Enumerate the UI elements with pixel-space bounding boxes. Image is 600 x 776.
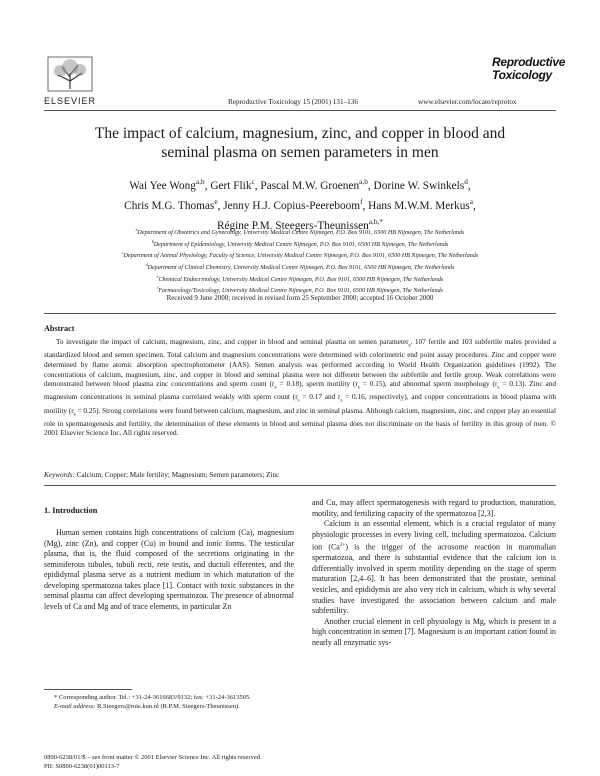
author-affiliation-mark: e [214, 196, 218, 206]
article-title [44, 124, 556, 162]
affiliation-line: $^c$Department of Animal Physiology, Faculty of Science, University Medical Centre Nijmegen, P.O. Box 9101, 6500 HB Nijmegen, The Netherlands [121, 250, 479, 260]
paragraph: Human semen contains high concentrations of calcium (Ca), magnesium (Mg), zinc (Zn), and copper (Cu) in bound and ionic forms. The testicular plasma, that is, the fluid composed of the secretions originating in the seminiferous tubules, tubuli recti, rete testis, and ductuli efferentes, and the epididymal plasma serve as a nutrient medium in which maturation of the developing spermatozoa takes place [1]. Contact with toxic substances in the seminal plasma can affect developing spermatozoa. The presence of abnormal levels of Ca and Mg and of trace elements, in particular Zn [44, 528, 294, 611]
author-affiliation-mark: a,b [195, 177, 205, 186]
section-heading: 1. Introduction [44, 506, 98, 515]
affiliation-line: $^f$Farmacology/Toxicology, University Medical Centre Nijmegen, P.O. Box 9101, 6500 HB Nijmegen, The Netherlands [156, 285, 444, 295]
pii-line: PII: S0890-6238(01)00113-7 [44, 762, 120, 770]
author-name: Chris M.G. Thomas [124, 199, 215, 212]
author-line-1: Wai Yee Wong$^{a,b}$, Gert Flik$^c$, Pascal M.W. Groenen$^{a,b}$, Dorine W. Swinkels$^d$, [129, 177, 471, 192]
keywords-list: Calcium; Copper; Male fertility; Magnesium; Semen parameters; Zinc [76, 471, 280, 479]
publisher-name: ELSEVIER [44, 96, 97, 106]
received-dates: Received 9 June 2000; received in revised form 25 September 2000; accepted 16 October 2000 [166, 294, 434, 302]
author-name: Hans M.W.M. Merkus [368, 199, 470, 212]
title-line-2: seminal plasma on semen parameters in men [161, 144, 439, 161]
affiliation-line: $^e$Chemical Endocrinology, University Medical Centre Nijmegen, P.O. Box 9101, 6500 HB Nijmegen, The Netherlands [156, 273, 444, 283]
footnote [44, 694, 294, 711]
title-line-1: The impact of calcium, magnesium, zinc, and copper in blood and [94, 125, 506, 142]
author-affiliation-mark: a [469, 196, 474, 206]
paragraph: and Cu, may affect spermatogenesis with regard to production, maturation, motility, and fertilizing capacity of the spermatozoa [2,3]. [312, 498, 556, 518]
affiliations [44, 226, 556, 296]
right-column [312, 498, 556, 648]
abstract-rule-bottom [44, 485, 556, 486]
author-name: Pascal M.W. Groenen [260, 179, 360, 192]
corresponding-author-note: * Corresponding author. Tel.: +31-24-3616683/9132; fax: +31-24-3613505. [54, 694, 251, 701]
journal-url-link[interactable]: www.elsevier.com/locate/reprotox [418, 98, 517, 106]
journal-reference: Reproductive Toxicology 15 (2001) 131–136 [228, 98, 358, 106]
abstract-rule-top [44, 313, 556, 314]
author-affiliation-mark: f [360, 196, 363, 206]
author-affiliation-mark: c [251, 177, 255, 186]
abstract-text: To investigate the impact of calcium, magnesium, zinc, and copper in blood and seminal plasma on semen parameter$_s$, 107 fertile and 103 subfertile males provided a standardized blood and semen specimen. Total calcium and magnesium concentrations were determined with colorimetric end point assay procedures. Zinc and copper were determined by flame atomic absorption spectrophotometer (AAS). Semen analysis was performed according to World Health Organization guidelines (1992). The concentrations of calcium, magnesium, zinc, and copper in blood and seminal plasma were not different between the subfertile and fertile group. Weak correlations were demonstrated between blood plasma zinc concentrations and sperm count $(r_s = 0.18)$, sperm motility $(r_s = 0.15)$, and abnormal sperm morphology $(r_s = 0.13)$. Zinc and magnesium concentrations in seminal plasma correlated weakly with sperm count ($r_s = 0.17$ and $r_s = 0.16$, respectively), and copper concentrations in blood plasma with motility $(r_s = 0.25)$. Strong correlations were found between calcium, magnesium, and zinc in seminal plasma. Although calcium, magnesium, zinc, and copper play an essential role in spermatogenesis and fertility, the determination of these elements in blood and seminal plasma does not discriminate on the basis of fertility in this group of men. © 2001 Elsevier Science Inc. All rights reserved. [44, 338, 557, 438]
copyright-line: 0890-6238/01/$ – see front matter © 2001 Elsevier Science Inc. All rights reserved. [44, 754, 262, 761]
abstract-heading: Abstract [44, 324, 75, 333]
journal-logo [486, 47, 566, 91]
author-name: Dorine W. Swinkels [373, 179, 465, 192]
author-affiliation-mark: a,b [359, 177, 368, 186]
left-column [44, 528, 294, 612]
paragraph: Another crucial element in cell physiology is Mg, which is present in a high concentration in semen [7]. Magnesium is an important cation found in nearly all enzymatic sys- [312, 616, 556, 647]
paragraph: Calcium is an essential element, which is a crucial regulator of many physiologic processes in every living cell, including spermatozoa. Calcium ion $(Ca^{2+})$ is the trigger of the acrosome reaction in mammalian spermatozoa, and there is substantial evidence that the calcium ion is differentially involved in sperm motility depending on the stage of sperm maturation [2,4–6]. It has been demonstrated that the prostate, seminal vesicles, and epididymis are also very rich in calcium, which is why several studies have investigated the association between calcium and male subfertility. [312, 519, 556, 616]
author-name: Régine P.M. Steegers-Theunissen [216, 219, 369, 232]
journal-logo-line2: Toxicology [492, 68, 552, 82]
author-name: Gert Flik [210, 179, 252, 192]
author-name: Wai Yee Wong [129, 179, 196, 192]
author-affiliation-mark: d [464, 177, 468, 186]
email-label: E-mail address: [54, 702, 96, 710]
keywords-label: Keywords: [44, 471, 75, 479]
author-name: Jenny H.J. Copius-Peereboom [223, 199, 361, 212]
affiliation-line: $^a$Department of Obstetrics and Gynecology, University Medical Centre Nijmegen, P.O. Box 9101, 6500 HB Nijmegen, The Netherlands [135, 227, 465, 237]
copyright-footer [44, 754, 262, 771]
author-list [44, 174, 556, 233]
author-affiliation-mark: a,b,* [368, 216, 384, 226]
journal-logo-line1: Reproductive [492, 55, 566, 69]
footnote-rule [44, 689, 132, 690]
affiliation-line: $^d$Department of Clinical Chemistry, University Medical Centre Nijmegen, P.O. Box 9101, 6500 HB Nijmegen, The Netherlands [145, 261, 455, 271]
keywords [44, 471, 556, 479]
email-address[interactable]: R.Steegers@mie.kun.nl (R.P.M. Steegers-Theunissen). [97, 702, 240, 710]
header-rule [44, 110, 556, 111]
affiliation-line: $^b$Department of Epidemiology, University Medical Centre Nijmegen, P.O. Box 9101, 6500 HB Nijmegen, The Netherlands [151, 238, 449, 248]
author-line-2: Chris M.G. Thomas$^e$, Jenny H.J. Copius-Peereboom$^f$, Hans M.W.M. Merkus$^a$, [124, 196, 476, 212]
